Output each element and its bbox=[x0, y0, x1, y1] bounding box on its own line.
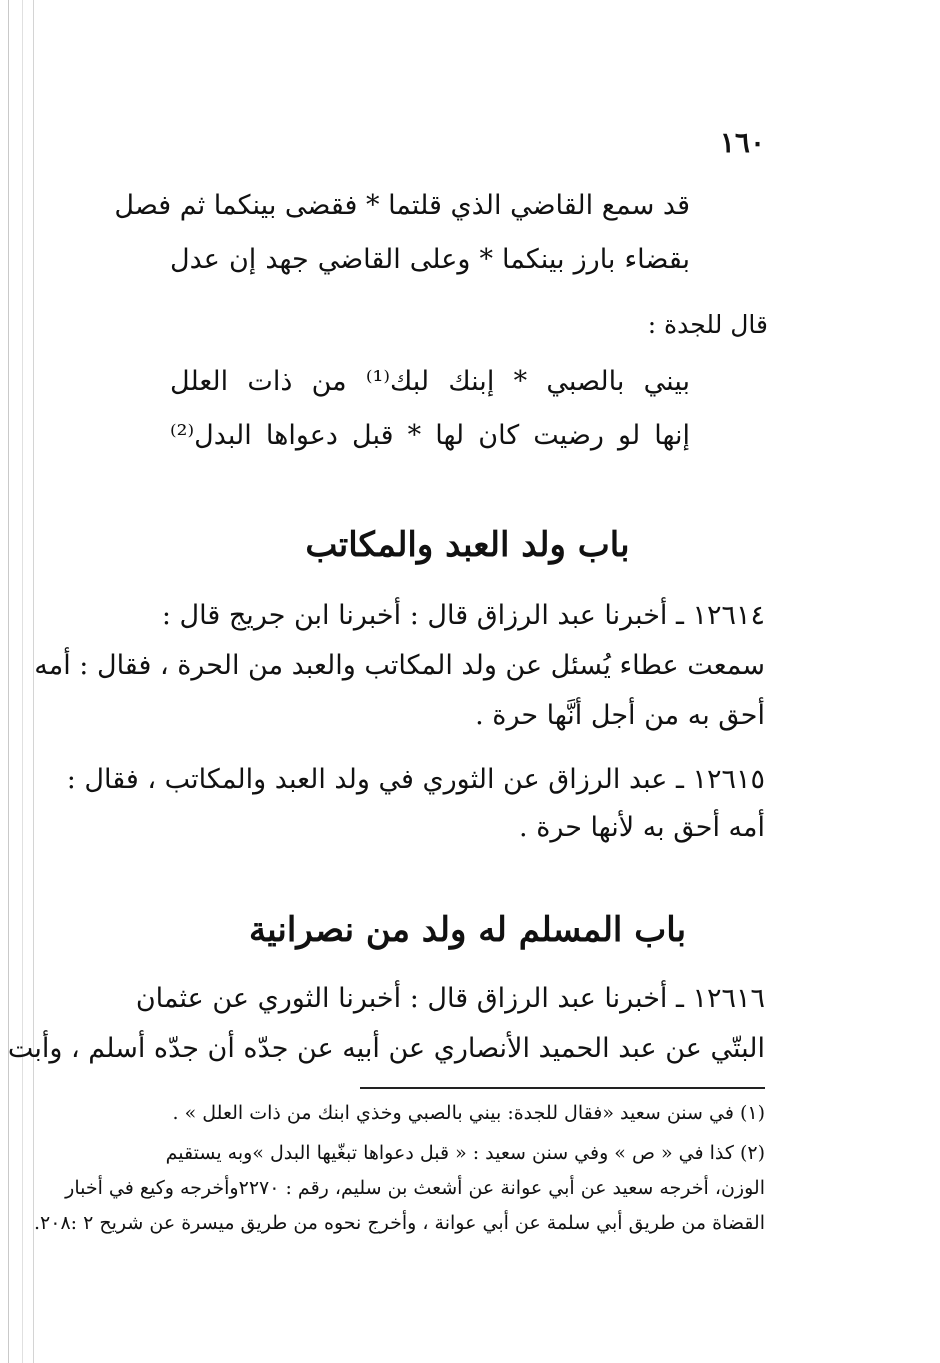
binding-edge-line bbox=[22, 0, 23, 1363]
footnote-line: (١) في سنن سعيد «فقال للجدة: بيني بالصبي وخذي ابنك من ذات العلل » . bbox=[172, 1102, 765, 1124]
binding-edge-line bbox=[8, 0, 9, 1363]
section-heading: باب ولد العبد والمكاتب bbox=[305, 525, 630, 565]
section-heading: باب المسلم له ولد من نصرانية bbox=[248, 910, 687, 950]
hadith-line: ١٢٦١٤ ـ أخبرنا عبد الرزاق قال : أخبرنا ابن جريج قال : bbox=[161, 600, 765, 631]
hadith-line: أمه أحق به لأنها حرة . bbox=[519, 812, 765, 843]
page-number: ١٦٠ bbox=[719, 126, 765, 159]
verse-line: إنها لو رضيت كان لها * قبل دعواها البدل⁽²⁾ bbox=[170, 420, 690, 451]
hadith-line: ١٢٦١٥ ـ عبد الرزاق عن الثوري في ولد العبد والمكاتب ، فقال : bbox=[66, 764, 765, 795]
verse-line: قد سمع القاضي الذي قلتما * فقضى بينكما ثم فصل bbox=[114, 190, 690, 221]
hadith-line: ١٢٦١٦ ـ أخبرنا عبد الرزاق قال : أخبرنا الثوري عن عثمان bbox=[135, 983, 765, 1014]
hadith-line: البتّي عن عبد الحميد الأنصاري عن أبيه عن جدّه أن جدّه أسلم ، وأبت bbox=[7, 1033, 765, 1064]
binding-edge-line bbox=[33, 0, 34, 1363]
footnote-line: القضاة من طريق أبي سلمة عن أبي عوانة ، وأخرج نحوه من طريق ميسرة عن شريح ٢ :٢٠٨. bbox=[34, 1212, 765, 1234]
verse-line: بيني بالصبي * إبنك لبك⁽¹⁾ من ذات العلل bbox=[170, 366, 690, 397]
hadith-line: أحق به من أجل أنَّها حرة . bbox=[475, 700, 765, 731]
hadith-line: سمعت عطاء يُسئل عن ولد المكاتب والعبد من الحرة ، فقال : أمه bbox=[34, 650, 765, 681]
footnote-divider bbox=[360, 1087, 765, 1089]
intro-line: قال للجدة : bbox=[647, 310, 768, 339]
verse-line: بقضاء بارز بينكما * وعلى القاضي جهد إن عدل bbox=[170, 244, 690, 275]
footnote-line: الوزن، أخرجه سعيد عن أبي عوانة عن أشعث بن سليم، رقم : ٢٢٧٠وأخرجه وكيع في أخبار bbox=[65, 1177, 765, 1199]
footnote-line: (٢) كذا في « ص » وفي سنن سعيد : « قبل دعواها تبغّيها البدل »وبه يستقيم bbox=[165, 1142, 765, 1164]
